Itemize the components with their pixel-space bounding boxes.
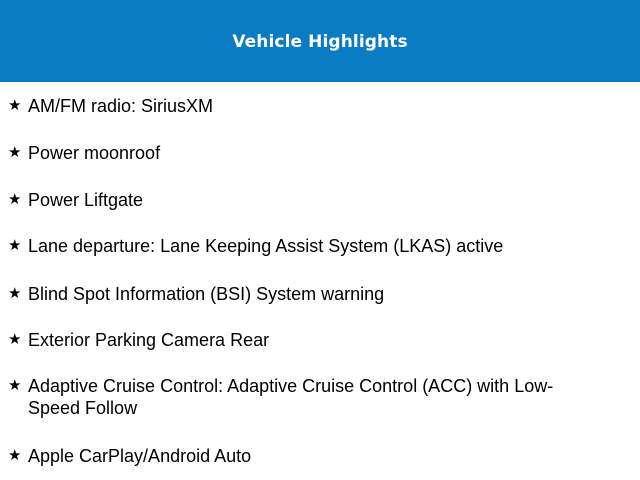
list-item — [8, 142, 608, 164]
list-item-label: Lane departure: Lane Keeping Assist System (LKAS) active — [28, 236, 504, 256]
list-item — [8, 329, 608, 351]
list-item-label: Apple CarPlay/Android Auto — [28, 446, 252, 466]
star-icon: ★ — [8, 236, 22, 254]
star-icon: ★ — [8, 284, 22, 302]
list-item — [8, 189, 608, 211]
list-item — [8, 235, 608, 257]
star-icon: ★ — [8, 190, 22, 208]
list-item-label: Power moonroof — [28, 143, 161, 163]
list-item — [8, 283, 608, 305]
list-item — [8, 375, 608, 419]
list-item-label: Blind Spot Information (BSI) System warning — [28, 284, 385, 304]
star-icon: ★ — [8, 330, 22, 348]
star-icon: ★ — [8, 446, 22, 464]
star-icon: ★ — [8, 143, 22, 161]
list-item — [8, 95, 608, 117]
list-item — [8, 445, 608, 467]
list-item-label: Exterior Parking Camera Rear — [28, 330, 270, 350]
list-item-label: Power Liftgate — [28, 190, 144, 210]
list-item-label: Adaptive Cruise Control: Adaptive Cruise Control (ACC) with Low-Speed Follow — [28, 376, 554, 418]
list-item-label: AM/FM radio: SiriusXM — [28, 96, 214, 116]
star-icon: ★ — [8, 96, 22, 114]
page-title: Vehicle Highlights — [232, 32, 408, 52]
star-icon: ★ — [8, 376, 22, 394]
